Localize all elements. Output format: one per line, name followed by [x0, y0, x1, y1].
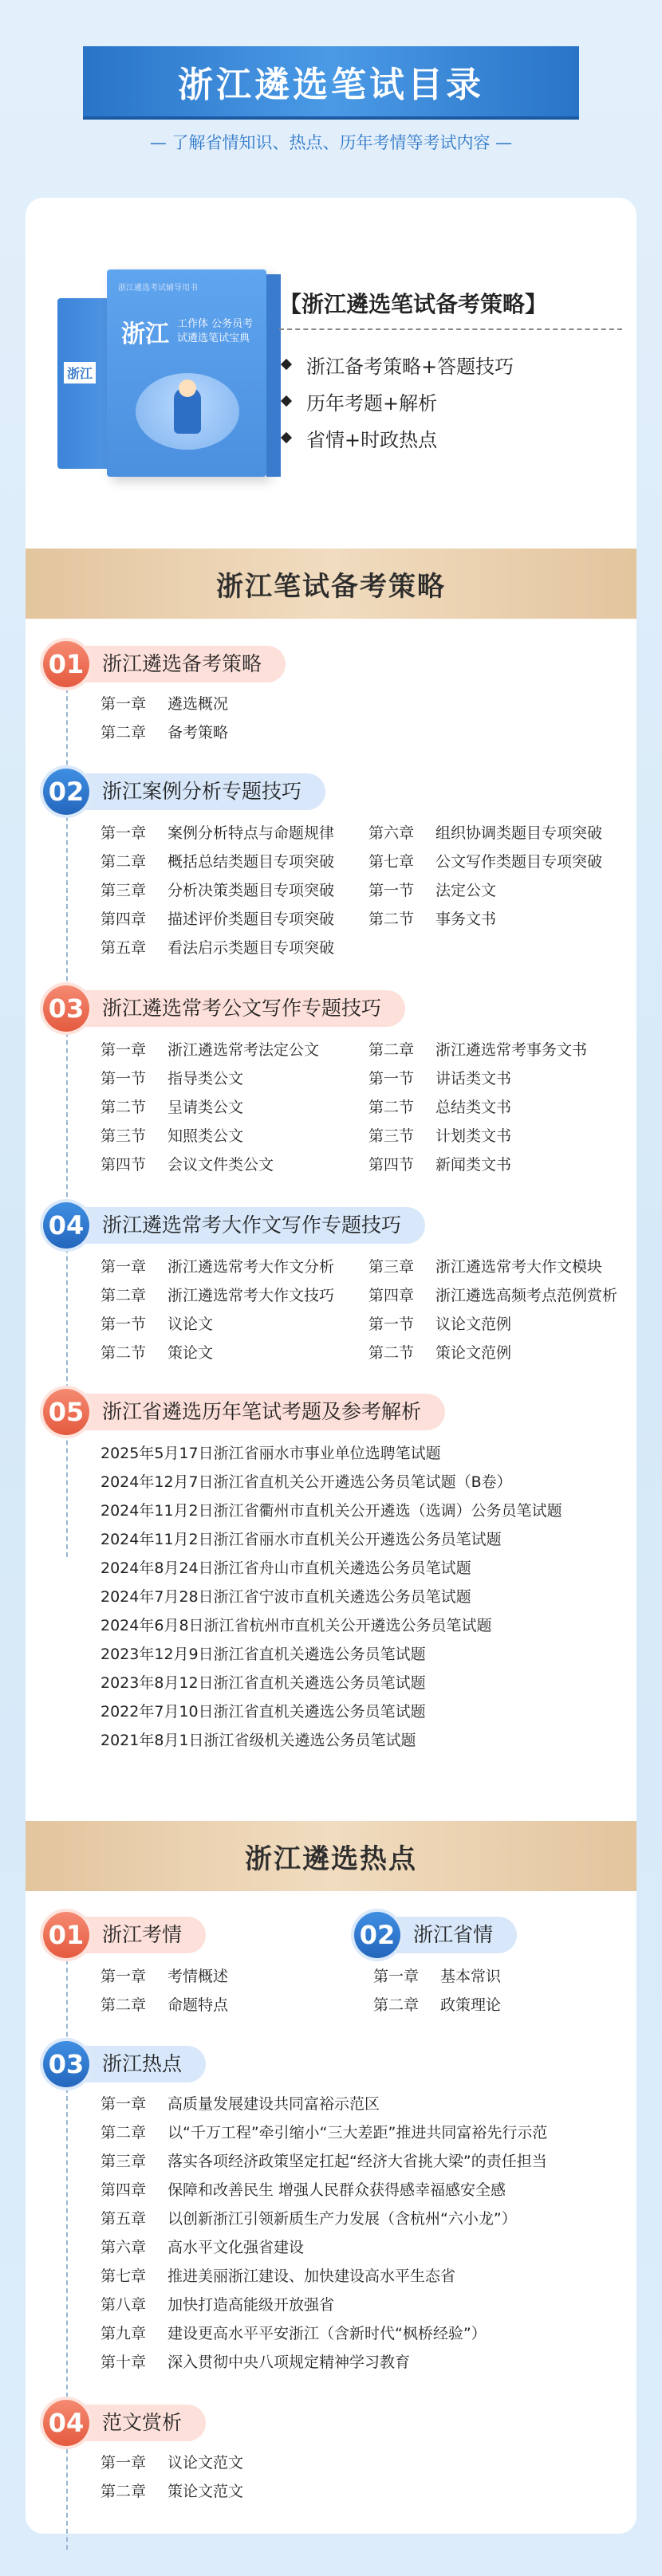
toc-row: 第二章 以“千万工程”牵引缩小“三大差距”推进共同富裕先行示范 — [100, 2124, 548, 2141]
bullet-diamond-icon — [281, 395, 292, 407]
toc-row: 第一节 法定公文 — [368, 882, 497, 899]
toc-row: 第五章 看法启示类题目专项突破 — [100, 939, 335, 957]
number-badge: 02 — [354, 1912, 400, 1958]
group-head-s2-03 — [43, 2044, 206, 2084]
book-title: 浙江 — [121, 321, 169, 348]
toc-row: 第二节 策论文范例 — [368, 1344, 512, 1362]
group-head-04 — [43, 1205, 425, 1245]
toc-row: 2025年5月17日浙江省丽水市事业单位选聘笔试题 — [100, 1445, 441, 1462]
bullet-diamond-icon — [281, 432, 292, 443]
toc-row: 2021年8月1日浙江省级机关遴选公务员笔试题 — [100, 1732, 416, 1749]
toc-row: 第八章 加快打造高能级开放强省 — [100, 2296, 335, 2314]
number-badge: 01 — [43, 1912, 89, 1958]
toc-row: 第二节 呈请类公文 — [100, 1099, 244, 1116]
page-header — [0, 0, 662, 191]
strategy-item: 浙江备考策略+答题技巧 — [279, 346, 622, 383]
number-badge: 02 — [43, 769, 89, 815]
group-title: 浙江省遴选历年笔试考题及参考解析 — [69, 1394, 445, 1430]
toc-row: 第四章 描述评价类题目专项突破 — [100, 910, 335, 928]
group-title: 浙江遴选备考策略 — [69, 646, 286, 682]
section-band-hotspots: 浙江遴选热点 — [26, 1821, 636, 1891]
toc-row: 第四节 会议文件类公文 — [100, 1156, 274, 1174]
group-head-05 — [43, 1392, 445, 1432]
toc-row: 第一章 议论文范文 — [100, 2454, 244, 2472]
toc-row: 第九章 建设更高水平平安浙江（含新时代“枫桥经验”） — [100, 2325, 487, 2342]
group-head-s2-04 — [43, 2403, 206, 2443]
strategy-title: 【浙江遴选笔试备考策略】 — [279, 287, 622, 330]
bullet-diamond-icon — [281, 359, 292, 370]
number-badge: 03 — [43, 2041, 89, 2087]
toc-row: 第十章 深入贯彻中央八项规定精神学习教育 — [100, 2354, 411, 2371]
toc-row: 第一节 讲话类文书 — [368, 1070, 512, 1087]
toc-row: 第六章 高水平文化强省建设 — [100, 2239, 305, 2256]
toc-row: 2024年6月8日浙江省杭州市直机关公开遴选公务员笔试题 — [100, 1617, 492, 1634]
toc-row: 第二章 浙江遴选常考大作文技巧 — [100, 1287, 335, 1304]
toc-row: 第四节 新闻类文书 — [368, 1156, 512, 1174]
toc-row: 第二章 概括总结类题目专项突破 — [100, 853, 335, 871]
strategy-item: 历年考题+解析 — [279, 383, 622, 419]
toc-row: 第二章 政策理论 — [373, 1996, 502, 2014]
toc-row: 2023年12月9日浙江省直机关遴选公务员笔试题 — [100, 1646, 426, 1663]
toc-row: 第七章 推进美丽浙江建设、加快建设高水平生态省 — [100, 2267, 456, 2285]
toc-row: 第四章 浙江遴选高频考点范例赏析 — [368, 1287, 618, 1304]
toc-row: 第三章 浙江遴选常考大作文模块 — [368, 1258, 603, 1276]
toc-row: 第一章 基本常识 — [373, 1968, 502, 1985]
number-badge: 05 — [43, 1389, 89, 1435]
group-title: 浙江遴选常考大作文写作专题技巧 — [69, 1207, 425, 1244]
toc-row: 2024年11月2日浙江省衢州市直机关公开遴选（选调）公务员笔试题 — [100, 1502, 562, 1520]
group-head-02 — [43, 772, 325, 812]
book-cover-image — [57, 263, 289, 494]
toc-row: 2024年8月24日浙江省舟山市直机关遴选公务员笔试题 — [100, 1559, 471, 1577]
book-illustration — [136, 373, 239, 450]
toc-row: 第一章 遴选概况 — [100, 695, 229, 713]
toc-row: 第二节 总结类文书 — [368, 1099, 512, 1116]
toc-row: 第二章 备考策略 — [100, 724, 229, 741]
strategy-box — [279, 287, 622, 456]
toc-row: 2024年11月2日浙江省丽水市直机关公开遴选公务员笔试题 — [100, 1531, 502, 1548]
toc-row: 第七章 公文写作类题目专项突破 — [368, 853, 603, 871]
toc-row: 第三章 落实各项经济政策坚定扛起“经济大省挑大梁”的责任担当 — [100, 2153, 547, 2170]
toc-row: 第二章 策论文范文 — [100, 2483, 244, 2500]
group-head-01 — [43, 644, 286, 684]
toc-row: 第一章 案例分析特点与命题规律 — [100, 824, 335, 842]
toc-row: 第三章 分析决策类题目专项突破 — [100, 882, 335, 899]
catalog-card — [26, 198, 636, 2534]
toc-row: 第一章 考情概述 — [100, 1968, 229, 1985]
toc-row: 第一节 议论文范例 — [368, 1316, 512, 1333]
number-badge: 04 — [43, 2400, 89, 2446]
page-title: 浙江遴选笔试目录 — [83, 46, 579, 116]
book-back-label: 浙江 — [64, 362, 96, 383]
toc-row: 第二章 命题特点 — [100, 1996, 229, 2014]
number-badge: 03 — [43, 985, 89, 1032]
toc-row: 第一章 浙江遴选常考大作文分析 — [100, 1258, 335, 1276]
timeline-dash — [66, 1944, 68, 2550]
group-head-s2-01 — [43, 1915, 206, 1955]
book-top-line: 浙江遴选考试辅导用书 — [118, 284, 198, 293]
toc-row: 2022年7月10日浙江省直机关遴选公务员笔试题 — [100, 1703, 426, 1721]
toc-row: 第五章 以创新浙江引领新质生产力发展（含杭州“六小龙”） — [100, 2210, 517, 2228]
toc-row: 2024年12月7日浙江省直机关公开遴选公务员笔试题（B卷） — [100, 1473, 512, 1491]
section-band-strategy: 浙江笔试备考策略 — [26, 549, 636, 619]
group-title: 浙江考情 — [69, 1917, 206, 1953]
strategy-list — [279, 346, 622, 456]
page-subtitle: — 了解省情知识、热点、历年考情等考试内容 — — [149, 133, 513, 152]
toc-row: 第一节 议论文 — [100, 1316, 214, 1333]
number-badge: 01 — [43, 641, 89, 687]
toc-row: 第一章 高质量发展建设共同富裕示范区 — [100, 2095, 380, 2113]
strategy-item: 省情+时政热点 — [279, 419, 622, 456]
group-title: 范文赏析 — [69, 2405, 206, 2441]
toc-row: 第三节 知照类公文 — [100, 1127, 244, 1145]
book-subtitle: 工作体 公务员考试遴选笔试宝典 — [177, 318, 254, 344]
toc-row: 第一章 浙江遴选常考法定公文 — [100, 1041, 320, 1059]
group-head-s2-02 — [354, 1915, 517, 1955]
toc-row: 第二节 策论文 — [100, 1344, 214, 1362]
toc-row: 2023年8月12日浙江省直机关遴选公务员笔试题 — [100, 1674, 426, 1692]
toc-row: 第三节 计划类文书 — [368, 1127, 512, 1145]
toc-row: 第一节 指导类公文 — [100, 1070, 244, 1087]
number-badge: 04 — [43, 1202, 89, 1249]
group-title: 浙江遴选常考公文写作专题技巧 — [69, 990, 405, 1027]
group-head-03 — [43, 989, 405, 1028]
toc-row: 第六章 组织协调类题目专项突破 — [368, 824, 603, 842]
toc-row: 第二节 事务文书 — [368, 910, 497, 928]
toc-row: 第四章 保障和改善民生 增强人民群众获得感幸福感安全感 — [100, 2181, 506, 2199]
group-title: 浙江案例分析专题技巧 — [69, 773, 325, 810]
group-title: 浙江省情 — [380, 1917, 517, 1953]
toc-row: 2024年7月28日浙江省宁波市直机关遴选公务员笔试题 — [100, 1588, 471, 1606]
book-front — [107, 269, 266, 477]
group-title: 浙江热点 — [69, 2046, 206, 2082]
toc-row: 第二章 浙江遴选常考事务文书 — [368, 1041, 588, 1059]
